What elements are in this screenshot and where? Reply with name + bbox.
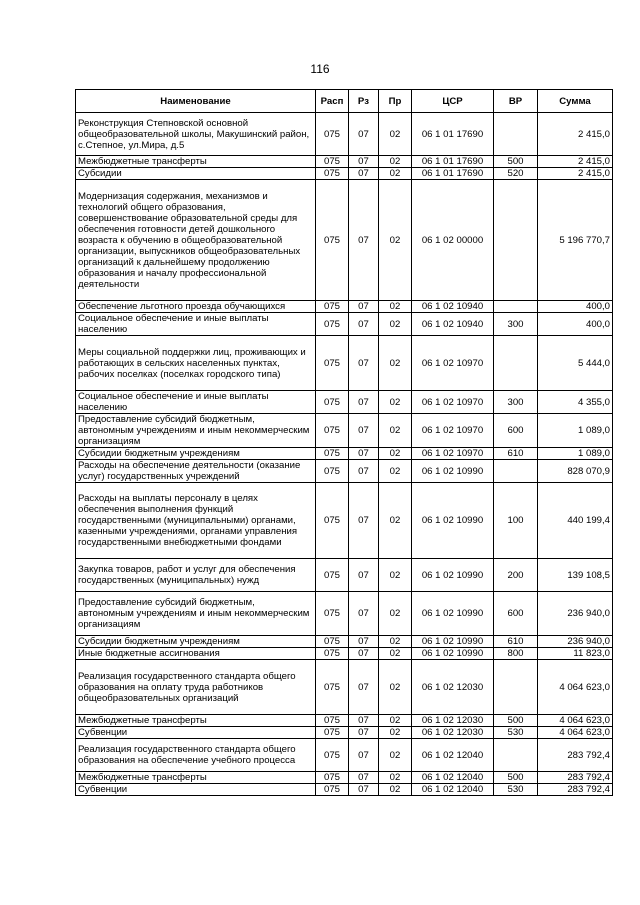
cell-rasp: 075 bbox=[316, 414, 349, 448]
cell-vr: 500 bbox=[494, 772, 538, 784]
budget-table bbox=[75, 89, 613, 796]
cell-sum: 4 064 623,0 bbox=[538, 715, 613, 727]
cell-rz: 07 bbox=[349, 660, 379, 715]
cell-pr: 02 bbox=[379, 636, 412, 648]
cell-name: Межбюджетные трансферты bbox=[76, 715, 316, 727]
table-row bbox=[76, 739, 613, 772]
cell-sum: 4 064 623,0 bbox=[538, 727, 613, 739]
cell-rasp: 075 bbox=[316, 301, 349, 313]
cell-name: Реализация государственного стандарта общего образования на обеспечение учебного процесса bbox=[76, 739, 316, 772]
cell-vr: 200 bbox=[494, 559, 538, 592]
table-row bbox=[76, 336, 613, 391]
cell-name: Расходы на обеспечение деятельности (оказание услуг) государственных учреждений bbox=[76, 460, 316, 483]
cell-rz: 07 bbox=[349, 180, 379, 301]
table-row bbox=[76, 168, 613, 180]
cell-vr: 300 bbox=[494, 313, 538, 336]
cell-csr: 06 1 02 12040 bbox=[412, 739, 494, 772]
cell-sum: 440 199,4 bbox=[538, 483, 613, 559]
cell-name: Социальное обеспечение и иные выплаты населению bbox=[76, 313, 316, 336]
cell-rz: 07 bbox=[349, 460, 379, 483]
table-row bbox=[76, 592, 613, 636]
cell-rasp: 075 bbox=[316, 448, 349, 460]
cell-sum: 2 415,0 bbox=[538, 113, 613, 156]
cell-rasp: 075 bbox=[316, 727, 349, 739]
cell-vr bbox=[494, 739, 538, 772]
cell-name: Субвенции bbox=[76, 784, 316, 796]
cell-name: Реализация государственного стандарта общего образования на оплату труда работников общеобразовательных организаций bbox=[76, 660, 316, 715]
cell-rasp: 075 bbox=[316, 391, 349, 414]
cell-vr: 800 bbox=[494, 648, 538, 660]
cell-vr: 520 bbox=[494, 168, 538, 180]
cell-rasp: 075 bbox=[316, 313, 349, 336]
cell-csr: 06 1 02 10990 bbox=[412, 483, 494, 559]
cell-vr bbox=[494, 301, 538, 313]
table-row bbox=[76, 180, 613, 301]
cell-name: Иные бюджетные ассигнования bbox=[76, 648, 316, 660]
cell-vr bbox=[494, 460, 538, 483]
cell-rasp: 075 bbox=[316, 336, 349, 391]
cell-csr: 06 1 01 17690 bbox=[412, 156, 494, 168]
cell-pr: 02 bbox=[379, 301, 412, 313]
cell-pr: 02 bbox=[379, 180, 412, 301]
cell-pr: 02 bbox=[379, 483, 412, 559]
cell-rz: 07 bbox=[349, 391, 379, 414]
cell-rasp: 075 bbox=[316, 180, 349, 301]
cell-rz: 07 bbox=[349, 739, 379, 772]
cell-rasp: 075 bbox=[316, 636, 349, 648]
cell-sum: 2 415,0 bbox=[538, 156, 613, 168]
cell-sum: 283 792,4 bbox=[538, 739, 613, 772]
cell-pr: 02 bbox=[379, 559, 412, 592]
table-row bbox=[76, 301, 613, 313]
cell-sum: 828 070,9 bbox=[538, 460, 613, 483]
cell-name: Обеспечение льготного проезда обучающихся bbox=[76, 301, 316, 313]
cell-pr: 02 bbox=[379, 313, 412, 336]
cell-sum: 1 089,0 bbox=[538, 414, 613, 448]
table-row bbox=[76, 636, 613, 648]
cell-sum: 2 415,0 bbox=[538, 168, 613, 180]
cell-pr: 02 bbox=[379, 336, 412, 391]
cell-rz: 07 bbox=[349, 559, 379, 592]
cell-pr: 02 bbox=[379, 784, 412, 796]
cell-rz: 07 bbox=[349, 636, 379, 648]
header-sum: Сумма bbox=[538, 90, 613, 113]
cell-csr: 06 1 02 10940 bbox=[412, 301, 494, 313]
cell-csr: 06 1 02 10990 bbox=[412, 460, 494, 483]
table-row bbox=[76, 559, 613, 592]
cell-csr: 06 1 02 00000 bbox=[412, 180, 494, 301]
cell-csr: 06 1 02 12030 bbox=[412, 727, 494, 739]
table-row bbox=[76, 772, 613, 784]
cell-csr: 06 1 02 10970 bbox=[412, 414, 494, 448]
table-row bbox=[76, 460, 613, 483]
cell-pr: 02 bbox=[379, 592, 412, 636]
table-row bbox=[76, 391, 613, 414]
cell-csr: 06 1 01 17690 bbox=[412, 113, 494, 156]
table-row bbox=[76, 784, 613, 796]
cell-csr: 06 1 02 10970 bbox=[412, 391, 494, 414]
cell-csr: 06 1 02 12030 bbox=[412, 715, 494, 727]
cell-vr: 500 bbox=[494, 715, 538, 727]
cell-vr bbox=[494, 660, 538, 715]
cell-name: Субсидии бюджетным учреждениям bbox=[76, 636, 316, 648]
cell-rasp: 075 bbox=[316, 660, 349, 715]
cell-pr: 02 bbox=[379, 168, 412, 180]
cell-name: Предоставление субсидий бюджетным, автономным учреждениям и иным некоммерческим организациям bbox=[76, 592, 316, 636]
header-name: Наименование bbox=[76, 90, 316, 113]
cell-rasp: 075 bbox=[316, 483, 349, 559]
cell-vr bbox=[494, 336, 538, 391]
cell-pr: 02 bbox=[379, 460, 412, 483]
cell-name: Закупка товаров, работ и услуг для обеспечения государственных (муниципальных) нужд bbox=[76, 559, 316, 592]
cell-sum: 236 940,0 bbox=[538, 592, 613, 636]
cell-sum: 283 792,4 bbox=[538, 784, 613, 796]
table-body bbox=[76, 113, 613, 796]
cell-pr: 02 bbox=[379, 739, 412, 772]
cell-sum: 139 108,5 bbox=[538, 559, 613, 592]
cell-vr: 600 bbox=[494, 592, 538, 636]
cell-pr: 02 bbox=[379, 414, 412, 448]
cell-rasp: 075 bbox=[316, 648, 349, 660]
cell-rasp: 075 bbox=[316, 460, 349, 483]
header-rasp: Расп bbox=[316, 90, 349, 113]
cell-rasp: 075 bbox=[316, 559, 349, 592]
cell-csr: 06 1 02 10990 bbox=[412, 592, 494, 636]
table-row bbox=[76, 715, 613, 727]
cell-rz: 07 bbox=[349, 784, 379, 796]
cell-csr: 06 1 02 12040 bbox=[412, 784, 494, 796]
cell-vr bbox=[494, 180, 538, 301]
page-number: 116 bbox=[310, 62, 330, 76]
cell-pr: 02 bbox=[379, 772, 412, 784]
cell-rasp: 075 bbox=[316, 772, 349, 784]
cell-name: Субсидии bbox=[76, 168, 316, 180]
header-vr: ВР bbox=[494, 90, 538, 113]
cell-rasp: 075 bbox=[316, 168, 349, 180]
cell-sum: 11 823,0 bbox=[538, 648, 613, 660]
header-rz: Рз bbox=[349, 90, 379, 113]
cell-rz: 07 bbox=[349, 448, 379, 460]
cell-pr: 02 bbox=[379, 648, 412, 660]
cell-rz: 07 bbox=[349, 715, 379, 727]
cell-name: Социальное обеспечение и иные выплаты населению bbox=[76, 391, 316, 414]
header-pr: Пр bbox=[379, 90, 412, 113]
cell-rz: 07 bbox=[349, 113, 379, 156]
cell-sum: 5 444,0 bbox=[538, 336, 613, 391]
cell-name: Межбюджетные трансферты bbox=[76, 156, 316, 168]
cell-sum: 400,0 bbox=[538, 313, 613, 336]
cell-rasp: 075 bbox=[316, 113, 349, 156]
cell-name: Межбюджетные трансферты bbox=[76, 772, 316, 784]
header-csr: ЦСР bbox=[412, 90, 494, 113]
cell-pr: 02 bbox=[379, 391, 412, 414]
cell-vr: 300 bbox=[494, 391, 538, 414]
cell-csr: 06 1 02 10970 bbox=[412, 336, 494, 391]
cell-name: Субсидии бюджетным учреждениям bbox=[76, 448, 316, 460]
table-row bbox=[76, 660, 613, 715]
cell-csr: 06 1 01 17690 bbox=[412, 168, 494, 180]
cell-vr: 530 bbox=[494, 784, 538, 796]
cell-rz: 07 bbox=[349, 168, 379, 180]
table-row bbox=[76, 313, 613, 336]
cell-csr: 06 1 02 10940 bbox=[412, 313, 494, 336]
table-row bbox=[76, 448, 613, 460]
table-row bbox=[76, 483, 613, 559]
table-header-row bbox=[76, 90, 613, 113]
table-row bbox=[76, 414, 613, 448]
cell-sum: 236 940,0 bbox=[538, 636, 613, 648]
cell-vr: 530 bbox=[494, 727, 538, 739]
cell-csr: 06 1 02 10990 bbox=[412, 648, 494, 660]
cell-rasp: 075 bbox=[316, 784, 349, 796]
cell-name: Модернизация содержания, механизмов и технологий общего образования, совершенствование образовательной среды для обеспечения готовности детей дошкольного возраста к обучению в общеобразовательной организации, выпускников общеобразовательных организаций к дальнейшему продолжению образования и началу профессиональной деятельности bbox=[76, 180, 316, 301]
cell-name: Расходы на выплаты персоналу в целях обеспечения выполнения функций государственными (муниципальными) органами, казенными учреждениями, органами управления государственными внебюджетными фондами bbox=[76, 483, 316, 559]
cell-csr: 06 1 02 12040 bbox=[412, 772, 494, 784]
cell-rz: 07 bbox=[349, 483, 379, 559]
cell-csr: 06 1 02 12030 bbox=[412, 660, 494, 715]
cell-csr: 06 1 02 10990 bbox=[412, 636, 494, 648]
cell-rasp: 075 bbox=[316, 715, 349, 727]
cell-pr: 02 bbox=[379, 448, 412, 460]
table-row bbox=[76, 648, 613, 660]
cell-rasp: 075 bbox=[316, 592, 349, 636]
cell-sum: 4 064 623,0 bbox=[538, 660, 613, 715]
cell-vr: 100 bbox=[494, 483, 538, 559]
cell-vr: 610 bbox=[494, 636, 538, 648]
cell-rz: 07 bbox=[349, 592, 379, 636]
cell-pr: 02 bbox=[379, 715, 412, 727]
cell-sum: 400,0 bbox=[538, 301, 613, 313]
cell-sum: 1 089,0 bbox=[538, 448, 613, 460]
cell-name: Предоставление субсидий бюджетным, автономным учреждениям и иным некоммерческим организациям bbox=[76, 414, 316, 448]
table-row bbox=[76, 156, 613, 168]
cell-pr: 02 bbox=[379, 156, 412, 168]
cell-csr: 06 1 02 10990 bbox=[412, 559, 494, 592]
cell-rz: 07 bbox=[349, 156, 379, 168]
cell-name: Субвенции bbox=[76, 727, 316, 739]
cell-rz: 07 bbox=[349, 727, 379, 739]
cell-rasp: 075 bbox=[316, 156, 349, 168]
cell-vr: 610 bbox=[494, 448, 538, 460]
cell-csr: 06 1 02 10970 bbox=[412, 448, 494, 460]
cell-rz: 07 bbox=[349, 336, 379, 391]
cell-name: Реконструкция Степновской основной общеобразовательной школы, Макушинский район, с.Степное, ул.Мира, д.5 bbox=[76, 113, 316, 156]
cell-pr: 02 bbox=[379, 113, 412, 156]
cell-name: Меры социальной поддержки лиц, проживающих и работающих в сельских населенных пунктах, рабочих поселках (поселках городского типа) bbox=[76, 336, 316, 391]
cell-vr bbox=[494, 113, 538, 156]
cell-rz: 07 bbox=[349, 414, 379, 448]
cell-pr: 02 bbox=[379, 660, 412, 715]
cell-rz: 07 bbox=[349, 301, 379, 313]
cell-rz: 07 bbox=[349, 772, 379, 784]
cell-rz: 07 bbox=[349, 313, 379, 336]
table-row bbox=[76, 113, 613, 156]
cell-sum: 283 792,4 bbox=[538, 772, 613, 784]
cell-sum: 5 196 770,7 bbox=[538, 180, 613, 301]
cell-sum: 4 355,0 bbox=[538, 391, 613, 414]
cell-rasp: 075 bbox=[316, 739, 349, 772]
cell-rz: 07 bbox=[349, 648, 379, 660]
cell-pr: 02 bbox=[379, 727, 412, 739]
table-row bbox=[76, 727, 613, 739]
cell-vr: 600 bbox=[494, 414, 538, 448]
cell-vr: 500 bbox=[494, 156, 538, 168]
